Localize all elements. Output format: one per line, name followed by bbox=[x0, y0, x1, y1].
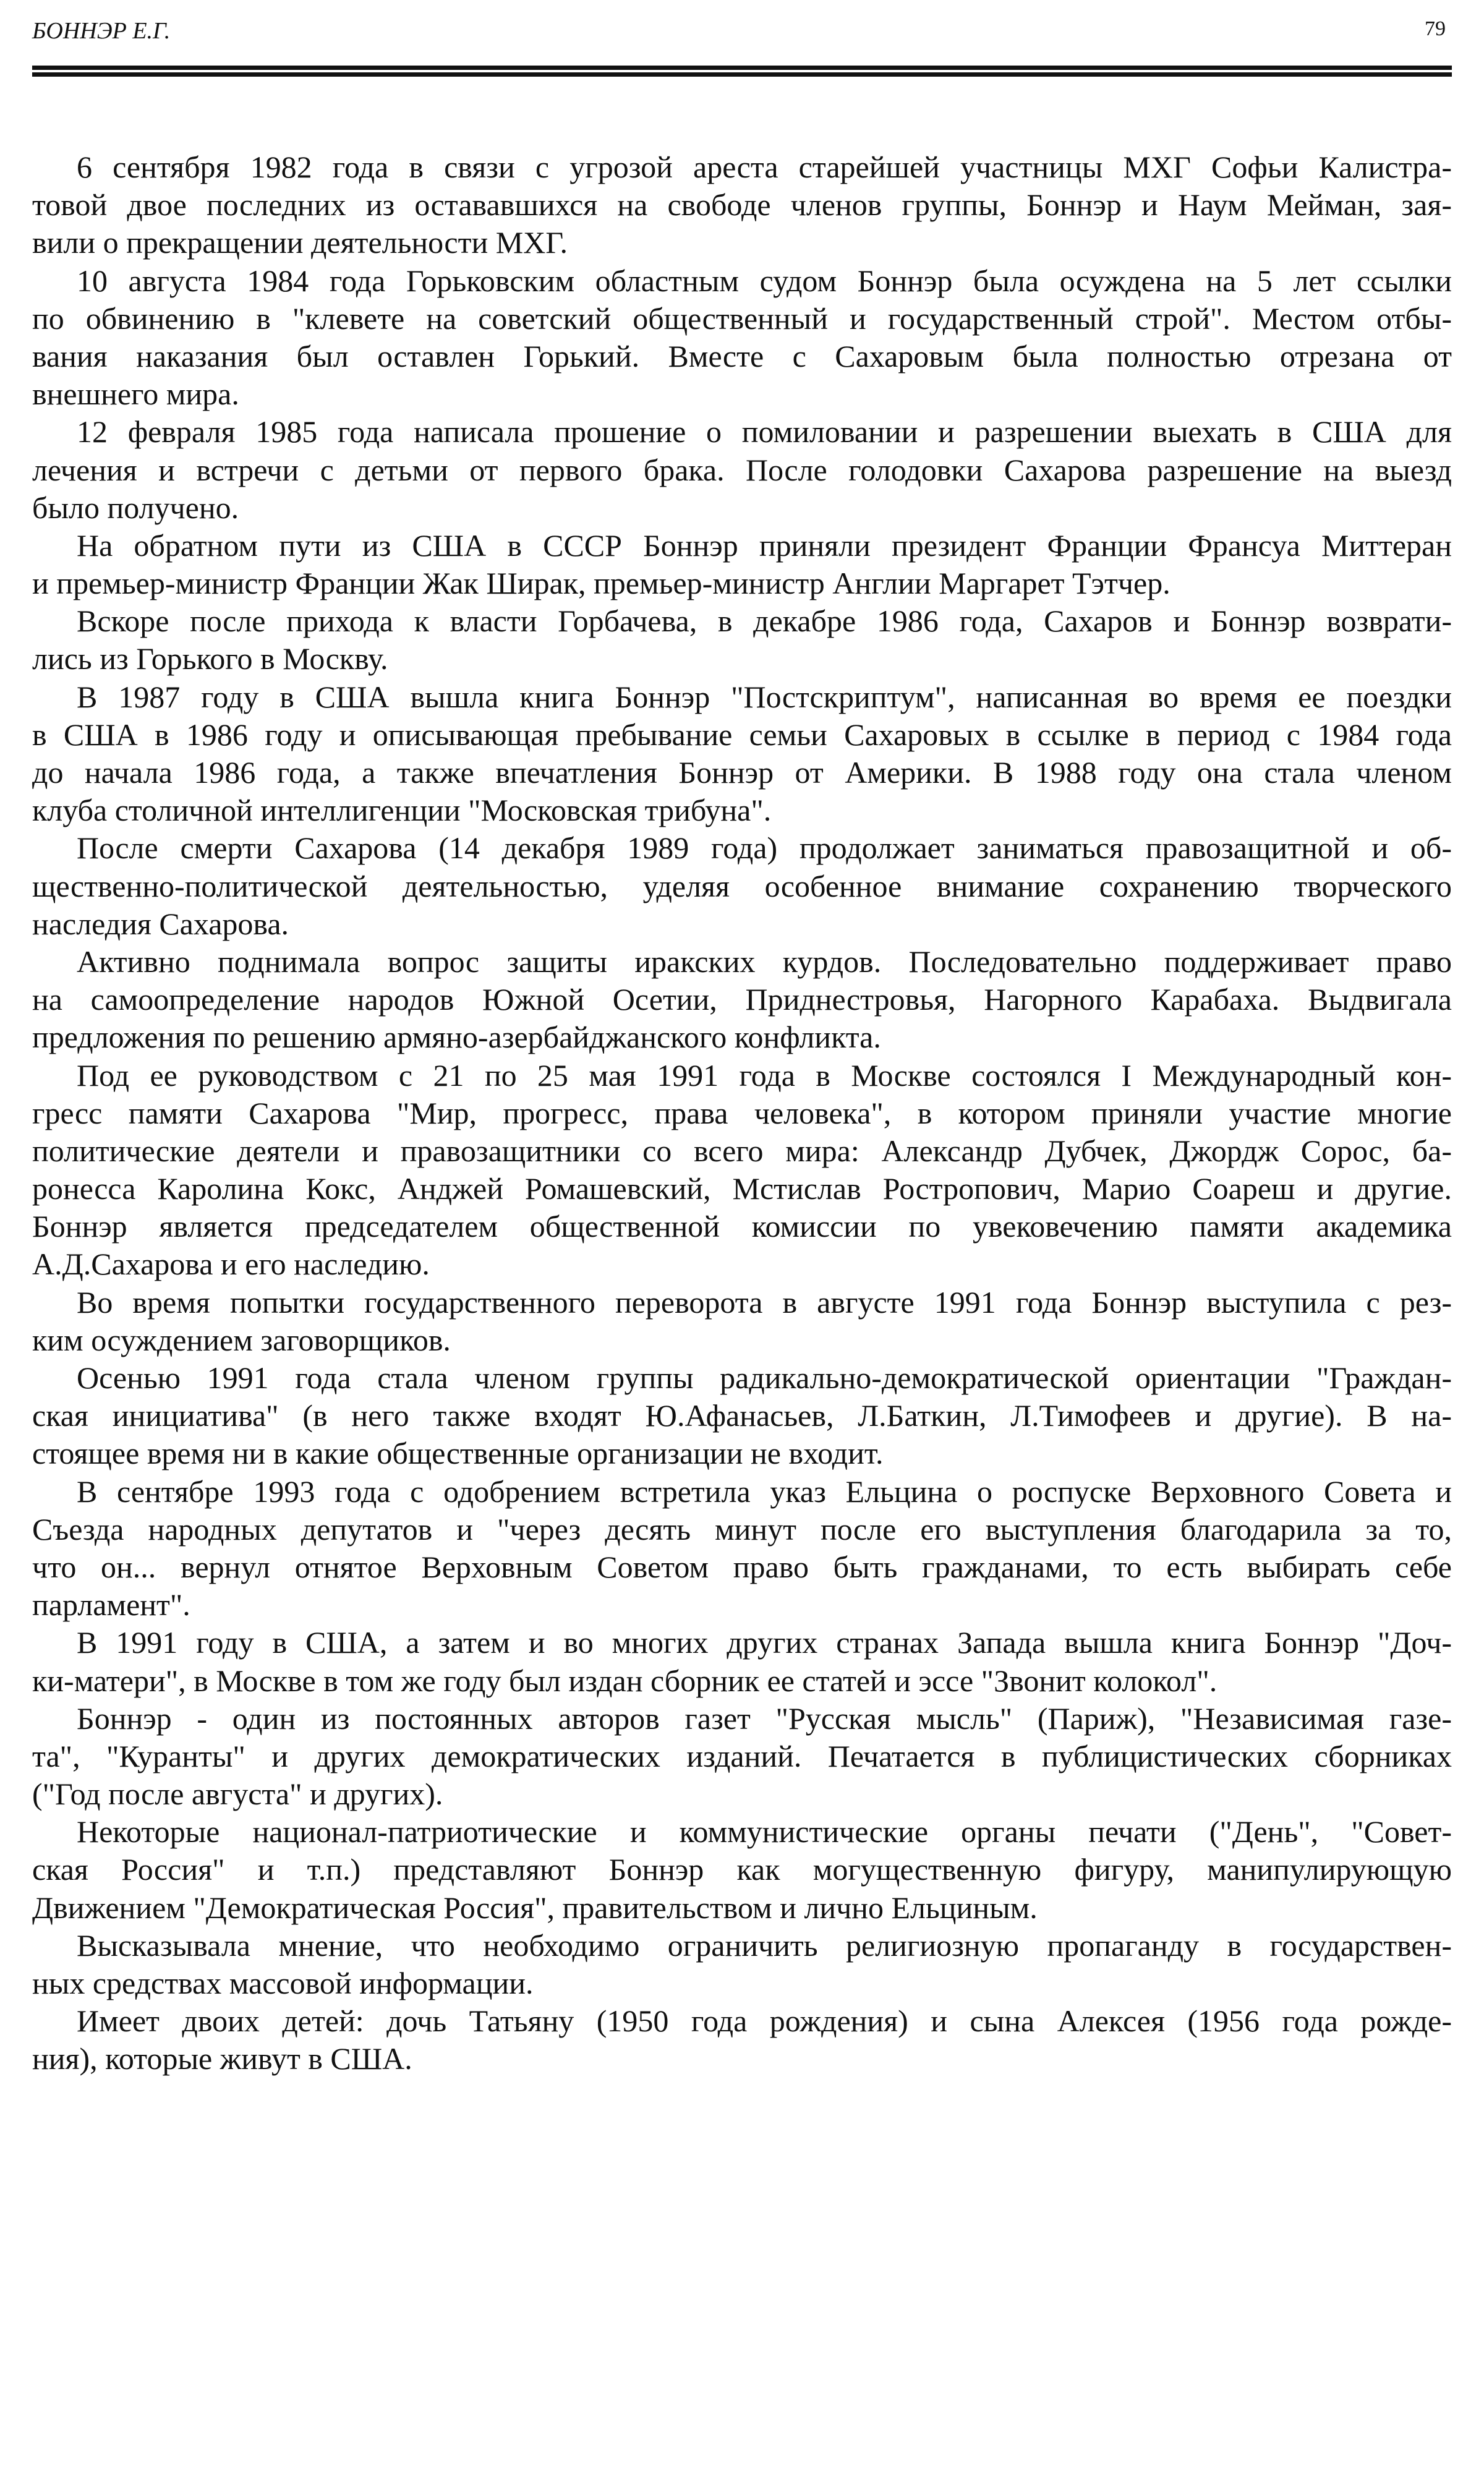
paragraph bbox=[32, 1700, 1452, 1814]
paragraph bbox=[32, 678, 1452, 830]
paragraph bbox=[32, 1813, 1452, 1927]
text-line: Вскоре после прихода к власти Горбачева, в декабре 1986 года, Сахаров и Боннэр возврати- bbox=[77, 604, 1452, 639]
text-line: В 1991 году в США, а затем и во многих других странах Запада вышла книга Боннэр "Доч- bbox=[77, 1625, 1452, 1660]
paragraph bbox=[32, 1284, 1452, 1359]
text-line: щественно-политической деятельностью, уделяя особенное внимание сохранению творческого bbox=[32, 868, 1452, 903]
paragraph bbox=[32, 1057, 1452, 1284]
text-line: Во время попытки государственного переворота в августе 1991 года Боннэр выступила с рез- bbox=[77, 1284, 1452, 1320]
header-rule-top bbox=[32, 66, 1452, 70]
text-line: После смерти Сахарова (14 декабря 1989 года) продолжает заниматься правозащитной и об- bbox=[77, 830, 1452, 866]
text-line: Под ее руководством с 21 по 25 мая 1991 года в Москве состоялся I Международный кон- bbox=[77, 1057, 1452, 1093]
paragraph bbox=[32, 1359, 1452, 1473]
text-line: на самоопределение народов Южной Осетии, Приднестровья, Нагорного Карабаха. Выдвигала bbox=[32, 982, 1452, 1017]
text-line: ская Россия" и т.п.) представляют Боннэр как могущественную фигуру, манипулирующую bbox=[32, 1852, 1452, 1887]
text-line: лечения и встречи с детьми от первого брака. После голодовки Сахарова разрешение на выезд bbox=[32, 452, 1452, 487]
text-line: В 1987 году в США вышла книга Боннэр "Постскриптум", написанная во время ее поездки bbox=[77, 679, 1452, 714]
paragraph bbox=[32, 1624, 1452, 1699]
text-line: Осенью 1991 года стала членом группы радикально-демократической ориентации "Граждан- bbox=[77, 1360, 1452, 1395]
paragraph bbox=[32, 1927, 1452, 2002]
text-line: На обратном пути из США в СССР Боннэр приняли президент Франции Франсуа Миттеран bbox=[77, 527, 1452, 563]
text-line: предложения по решению армяно-азербайджанского конфликта. bbox=[32, 1020, 881, 1055]
text-line: в США в 1986 году и описывающая пребывание семьи Сахаровых в ссылке в период с 1984 года bbox=[32, 717, 1452, 752]
text-line: политические деятели и правозащитники со всего мира: Александр Дубчек, Джордж Сорос, ба- bbox=[32, 1133, 1452, 1168]
running-header bbox=[32, 17, 1452, 48]
text-line: стоящее время ни в какие общественные организации не входит. bbox=[32, 1436, 884, 1471]
running-title: БОННЭР Е.Г. bbox=[32, 18, 171, 44]
text-line: было получено. bbox=[32, 490, 239, 525]
paragraph bbox=[32, 148, 1452, 262]
text-line: Съезда народных депутатов и "через десять минут после его выступления благодарила за то, bbox=[32, 1511, 1452, 1547]
paragraph bbox=[32, 602, 1452, 678]
text-line: ки-матери", в Москве в том же году был издан сборник ее статей и эссе "Звонит колокол". bbox=[32, 1663, 1217, 1698]
paragraph bbox=[32, 1473, 1452, 1624]
text-line: товой двое последних из остававшихся на свободе членов группы, Боннэр и Наум Мейман, зая- bbox=[32, 187, 1452, 223]
text-line: ("Год после августа" и других). bbox=[32, 1777, 443, 1812]
text-line: Высказывала мнение, что необходимо ограничить религиозную пропаганду в государствен- bbox=[77, 1927, 1452, 1963]
text-line: ния), которые живут в США. bbox=[32, 2041, 412, 2076]
text-line: В сентябре 1993 года с одобрением встретила указ Ельцина о роспуске Верховного Совета и bbox=[77, 1474, 1452, 1509]
paragraph bbox=[32, 2002, 1452, 2078]
text-line: по обвинению в "клевете на советский общественный и государственный строй". Местом отбы- bbox=[32, 301, 1452, 336]
text-line: 6 сентября 1982 года в связи с угрозой ареста старейшей участницы МХГ Софьи Калистра- bbox=[77, 150, 1452, 184]
paragraph bbox=[32, 527, 1452, 602]
text-line: Имеет двоих детей: дочь Татьяну (1950 года рождения) и сына Алексея (1956 года рожде- bbox=[77, 2003, 1452, 2039]
paragraph bbox=[32, 829, 1452, 943]
body-text bbox=[32, 148, 1452, 2078]
text-line: Активно поднимала вопрос защиты иракских курдов. Последовательно поддерживает право bbox=[77, 944, 1452, 979]
paragraph bbox=[32, 262, 1452, 414]
text-line: лись из Горького в Москву. bbox=[32, 641, 388, 676]
text-line: Боннэр является председателем общественной комиссии по увековечению памяти академика bbox=[32, 1209, 1452, 1244]
text-line: та", "Куранты" и других демократических изданий. Печатается в публицистических сборниках bbox=[32, 1738, 1452, 1773]
header-rule-bottom bbox=[32, 72, 1452, 77]
text-line: и премьер-министр Франции Жак Ширак, премьер-министр Англии Маргарет Тэтчер. bbox=[32, 566, 1171, 601]
text-line: ким осуждением заговорщиков. bbox=[32, 1322, 451, 1357]
paragraph bbox=[32, 943, 1452, 1057]
text-line: Некоторые национал-патриотические и коммунистические органы печати ("День", "Совет- bbox=[77, 1814, 1452, 1850]
text-line: ных средствах массовой информации. bbox=[32, 1966, 534, 2000]
page-number: 79 bbox=[1425, 17, 1446, 40]
text-line: Движением "Демократическая Россия", правительством и лично Ельциным. bbox=[32, 1890, 1038, 1925]
text-line: А.Д.Сахарова и его наследию. bbox=[32, 1247, 430, 1282]
text-line: 12 февраля 1985 года написала прошение о помиловании и разрешении выехать в США для bbox=[77, 414, 1452, 450]
text-line: гресс памяти Сахарова "Мир, прогресс, права человека", в котором приняли участие многие bbox=[32, 1095, 1452, 1130]
text-line: наследия Сахарова. bbox=[32, 906, 289, 941]
text-line: ронесса Каролина Кокс, Анджей Ромашевский, Мстислав Ростропович, Марио Соареш и другие. bbox=[32, 1171, 1452, 1206]
text-line: парламент". bbox=[32, 1587, 190, 1623]
text-line: вили о прекращении деятельности МХГ. bbox=[32, 225, 568, 260]
text-line: клуба столичной интеллигенции "Московская трибуна". bbox=[32, 793, 772, 828]
text-line: 10 августа 1984 года Горьковским областным судом Боннэр была осуждена на 5 лет ссылки bbox=[77, 263, 1452, 298]
text-line: Боннэр - один из постоянных авторов газет "Русская мысль" (Париж), "Независимая газе- bbox=[77, 1700, 1452, 1736]
text-line: до начала 1986 года, а также впечатления Боннэр от Америки. В 1988 году она стала членом bbox=[32, 755, 1452, 790]
text-line: ская инициатива" (в него также входят Ю.Афанасьев, Л.Баткин, Л.Тимофеев и другие). В на- bbox=[32, 1398, 1452, 1433]
text-line: внешнего мира. bbox=[32, 377, 239, 412]
text-line: вания наказания был оставлен Горький. Вместе с Сахаровым была полностью отрезана от bbox=[32, 338, 1452, 373]
paragraph bbox=[32, 413, 1452, 527]
text-line: что он... вернул отнятое Верховным Советом право быть гражданами, то есть выбирать себе bbox=[32, 1549, 1452, 1584]
